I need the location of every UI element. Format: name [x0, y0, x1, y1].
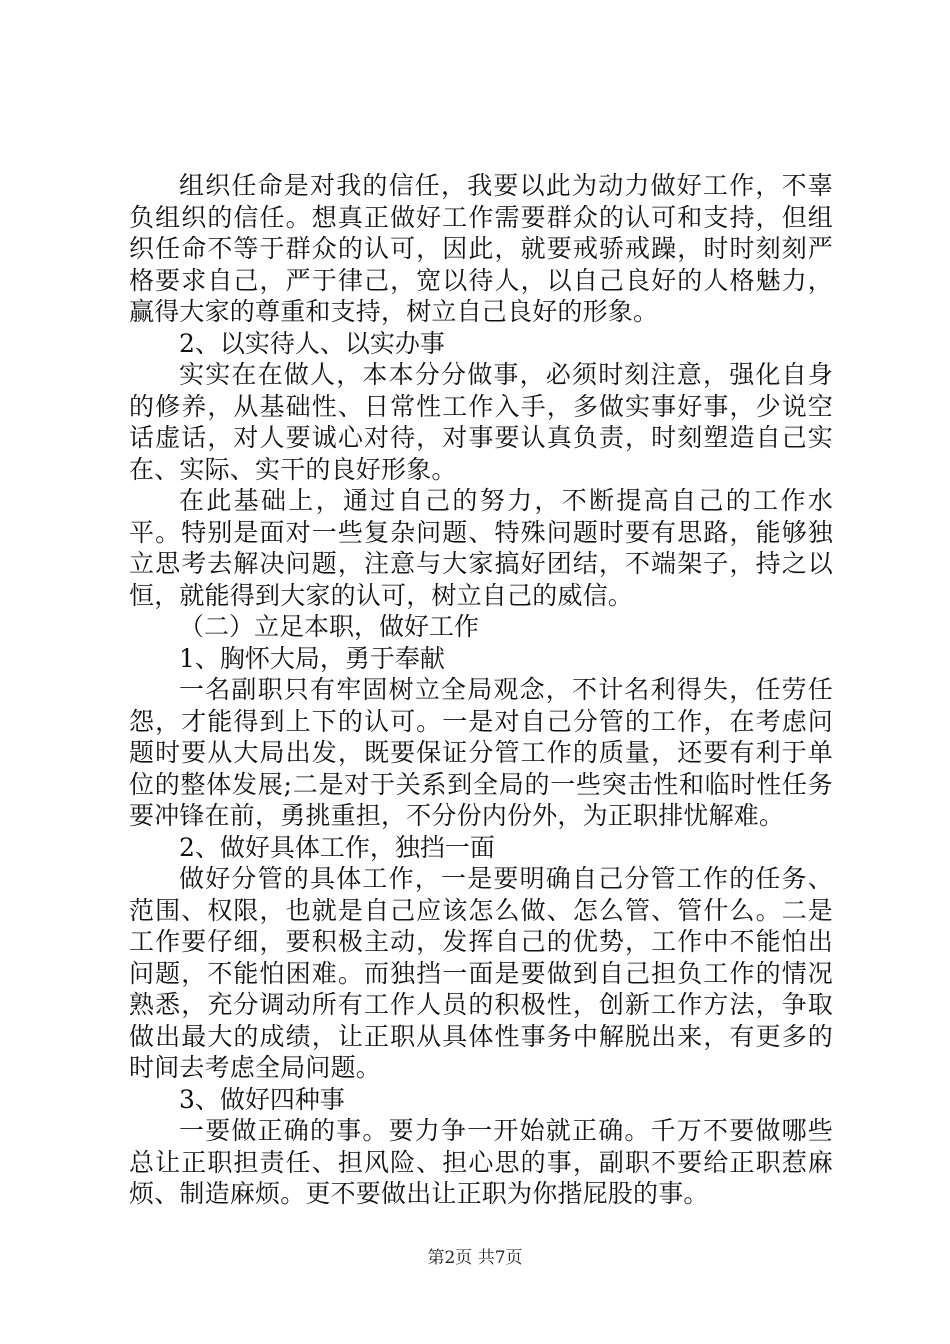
page-footer — [0, 1243, 950, 1268]
section-heading: 2、做好具体工作，独挡一面 — [179, 832, 495, 862]
paragraph: 组织任命是对我的信任，我要以此为动力做好工作，不辜负组织的信任。想真正做好工作需要群众的认可和支持，但组织任命不等于群众的认可，因此，就要戒骄戒躁，时时刻刻严格要求自己，严于律己，宽以待人，以自己良好的人格魅力，赢得大家的尊重和支持，树立自己良好的形象。 — [129, 171, 833, 326]
paragraph: 做好分管的具体工作，一是要明确自己分管工作的任务、范围、权限，也就是自己应该怎么做、怎么管、管什么。二是工作要仔细，要积极主动，发挥自己的优势，工作中不能怕出问题，不能怕困难。而独挡一面是要做到自己担负工作的情况熟悉，充分调动所有工作人员的积极性，创新工作方法，争取做出最大的成绩，让正职从具体性事务中解脱出来，有更多的时间去考虑全局问题。 — [129, 864, 833, 1082]
section-heading: （二）立足本职，做好工作 — [179, 612, 480, 641]
paragraph: 一要做正确的事。要力争一开始就正确。千万不要做哪些总让正职担责任、担风险、担心思的事，副职不要给正职惹麻烦、制造麻烦。更不要做出让正职为你揩屁股的事。 — [129, 1116, 833, 1208]
section-heading: 1、胸怀大局，勇于奉献 — [179, 643, 445, 673]
paragraph: 实实在在做人，本本分分做事，必须时刻注意，强化自身的修养，从基础性、日常性工作入手，多做实事好事，少说空话虚话，对人要诚心对待，对事要认真负责，时刻塑造自己实在、实际、实干的良好形象。 — [129, 360, 833, 484]
section-heading: 2、以实待人、以实办事 — [179, 328, 445, 358]
paragraph: 在此基础上，通过自己的努力，不断提高自己的工作水平。特别是面对一些复杂问题、特殊问题时要有思路，能够独立思考去解决问题，注意与大家搞好团结，不端架子，持之以恒，就能得到大家的认可，树立自己的威信。 — [129, 486, 833, 610]
page-number: 第2页 共7页 — [427, 1248, 523, 1268]
section-heading: 3、做好四种事 — [179, 1084, 345, 1114]
paragraph: 一名副职只有牢固树立全局观念，不计名利得失，任劳任怨，才能得到上下的认可。一是对自己分管的工作，在考虑问题时要从大局出发，既要保证分管工作的质量，还要有利于单位的整体发展;二是对于关系到全局的一些突击性和临时性任务要冲锋在前，勇挑重担，不分份内份外，为正职排忧解难。 — [129, 675, 833, 830]
document-body — [129, 170, 833, 1210]
